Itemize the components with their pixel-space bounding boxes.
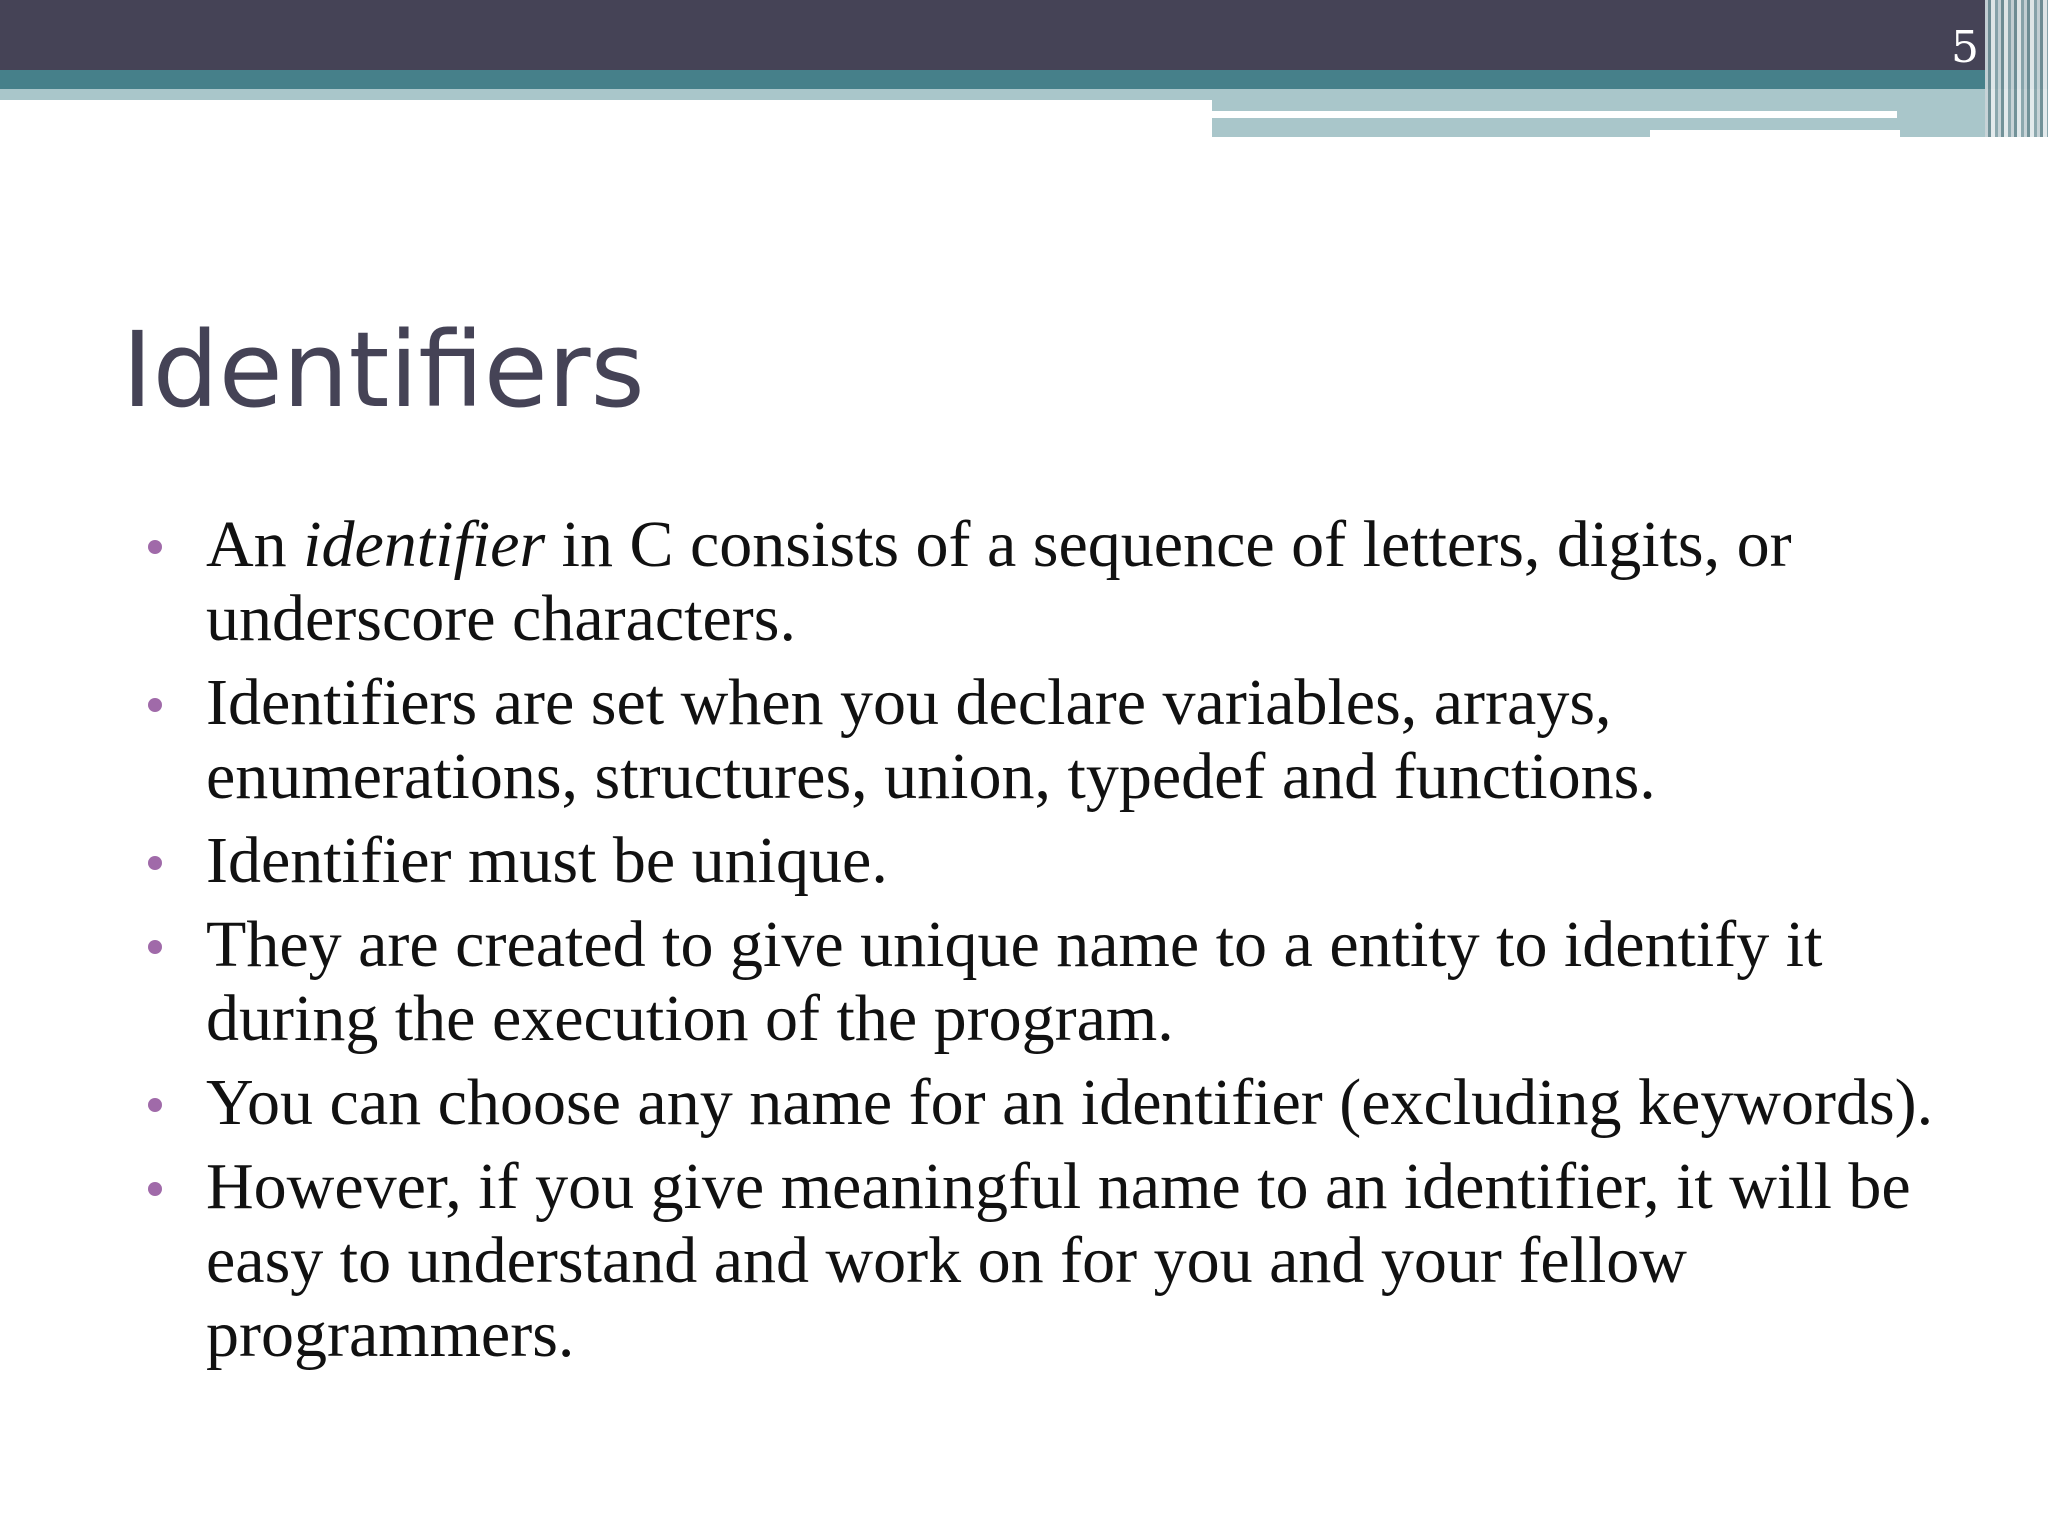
bullet-text: However, if you give meaningful name to an identifier, it will be easy to understand and work on for you and your fellow programmers.	[206, 1150, 1911, 1371]
page-number: 5	[1951, 22, 1979, 73]
header-band-dark	[0, 0, 2048, 70]
bullet-icon	[148, 698, 162, 712]
bullet-text-end: in C consists of a sequence of letters, digits, or underscore characters.	[206, 508, 1792, 655]
bullet-icon	[148, 940, 162, 954]
header-band-light	[0, 89, 1212, 100]
header-band-teal	[0, 70, 2048, 89]
bullet-icon	[148, 1098, 162, 1112]
bullet-text: You can choose any name for an identifier (excluding keywords).	[206, 1066, 1934, 1139]
bullet-icon	[148, 1182, 162, 1196]
bullet-text: Identifier must be unique.	[206, 824, 888, 897]
bullet-text: Identifiers are set when you declare variables, arrays, enumerations, structures, union, typedef and functions.	[206, 666, 1656, 813]
bullet-text-emphasis: identifier	[303, 508, 546, 581]
bullet-icon	[148, 856, 162, 870]
bullet-item	[140, 824, 1940, 898]
bullet-item	[140, 508, 1940, 656]
header-accent-line	[1212, 111, 1897, 118]
slide-title: Identifiers	[122, 309, 645, 431]
bullet-item	[140, 666, 1940, 814]
bullet-item	[140, 1150, 1940, 1372]
bullet-icon	[148, 540, 162, 554]
bullet-item	[140, 908, 1940, 1056]
bullet-text-start: An	[206, 508, 304, 581]
bullet-list	[140, 508, 1940, 1382]
bullet-text: They are created to give unique name to a entity to identify it during the execution of the program.	[206, 908, 1823, 1055]
bullet-item	[140, 1066, 1940, 1140]
header-accent-line-lower	[1650, 130, 1900, 137]
